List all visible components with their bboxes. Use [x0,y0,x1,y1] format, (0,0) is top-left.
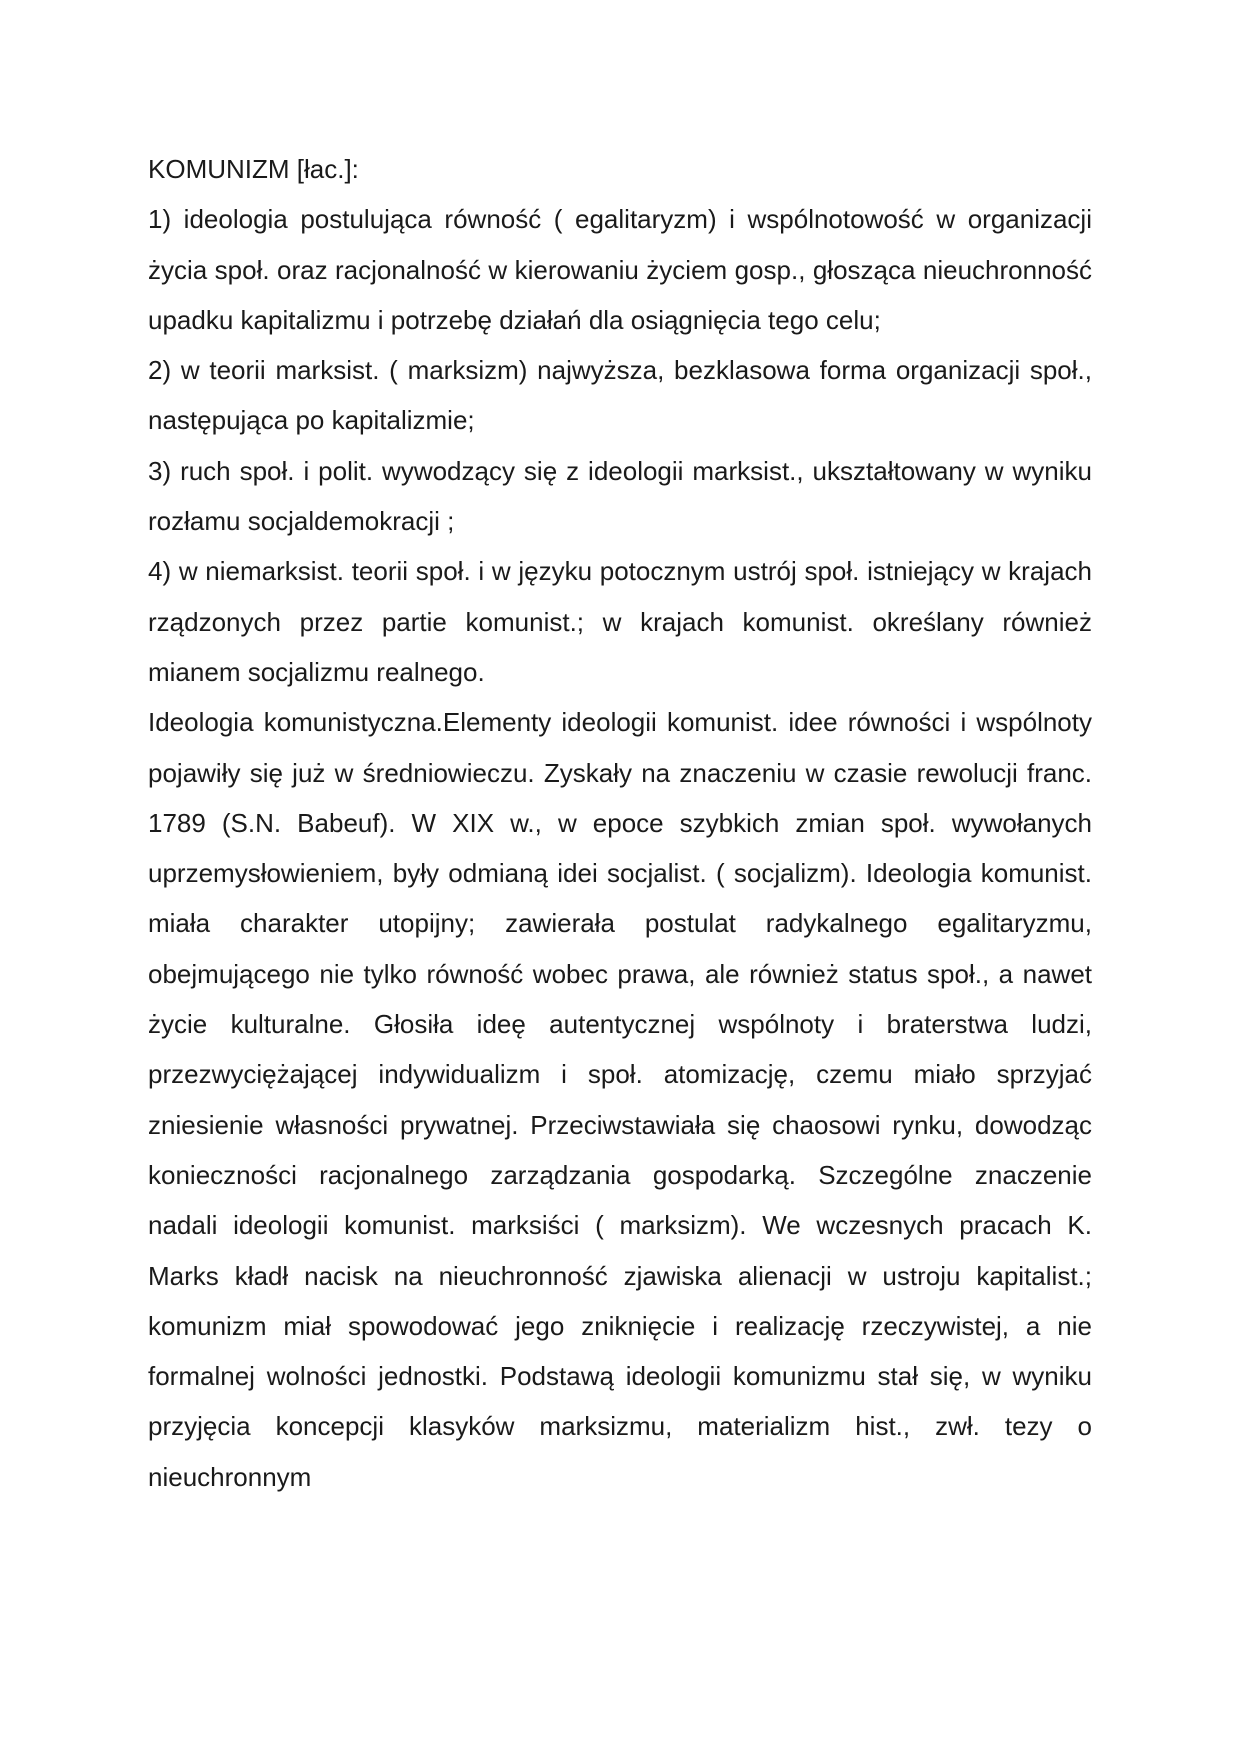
definition-3: 3) ruch społ. i polit. wywodzący się z ideologii marksist., ukształtowany w wyniku rozłamu socjaldemokracji ; [148,455,1092,537]
document-body [148,144,1092,1502]
body-paragraph: Ideologia komunistyczna.Elementy ideologii komunist. idee równości i wspólnoty pojawiły się już w średniowieczu. Zyskały na znaczeniu w czasie rewolucji franc. 1789 (S.N. Babeuf). W XIX w., w epoce szybkich zmian społ. wywołanych uprzemysłowieniem, były odmianą idei socjalist. ( socjalizm). Ideologia komunist. miała charakter utopijny; zawierała postulat radykalnego egalitaryzmu, obejmującego nie tylko równość wobec prawa, ale również status społ., a nawet życie kulturalne. Głosiła ideę autentycznej wspólnoty i braterstwa ludzi, przezwyciężającej indywidualizm i społ. atomizację, czemu miało sprzyjać zniesienie własności prywatnej. Przeciwstawiała się chaosowi rynku, dowodząc konieczności racjonalnego zarządzania gospodarką. Szczególne znaczenie nadali ideologii komunist. marksiści ( marksizm). We wczesnych pracach K. Marks kładł nacisk na nieuchronność zjawiska alienacji w ustroju kapitalist.; komunizm miał spowodować jego zniknięcie i realizację rzeczywistej, a nie formalnej wolności jednostki. Podstawą ideologii komunizmu stał się, w wyniku przyjęcia koncepcji klasyków marksizmu, materializm hist., zwł. tezy o nieuchronnym [148,707,1092,1492]
definition-2: 2) w teorii marksist. ( marksizm) najwyższa, bezklasowa forma organizacji społ., następująca po kapitalizmie; [148,355,1092,436]
definition-4: 4) w niemarksist. teorii społ. i w języku potocznym ustrój społ. istniejący w krajach rządzonych przez partie komunist.; w krajach komunist. określany również mianem socjalizmu realnego. [148,556,1092,687]
document-heading: KOMUNIZM [łac.]: [148,154,359,184]
definition-1: 1) ideologia postulująca równość ( egalitaryzm) i wspólnotowość w organizacji życia społ. oraz racjonalność w kierowaniu życiem gosp., głosząca nieuchronność upadku kapitalizmu i potrzebę działań dla osiągnięcia tego celu; [148,204,1092,335]
